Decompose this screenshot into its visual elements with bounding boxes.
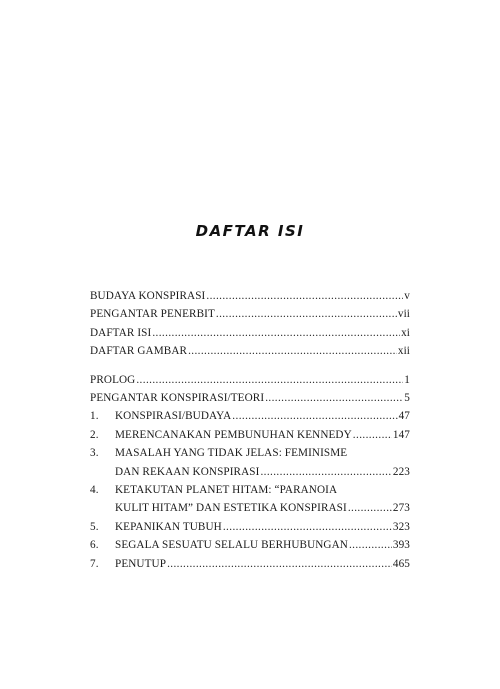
toc-entry-front-1[interactable] [90, 287, 410, 305]
dot-leader [353, 426, 392, 444]
dot-leader [260, 463, 391, 481]
toc-entry-title: PENGANTAR KONSPIRASI/TEORI [90, 392, 265, 405]
toc-entry-title-continued: DAN REKAAN KONSPIRASI [115, 465, 260, 478]
dot-leader [136, 371, 403, 389]
toc-page-number: vii [397, 308, 410, 321]
page-title: DAFTAR ISI [195, 222, 305, 240]
toc-page-number: xi [401, 326, 410, 339]
toc-chapter-7[interactable] [90, 555, 410, 573]
toc-page-number: 1 [404, 373, 410, 386]
toc-chapter-4-continued[interactable] [90, 499, 410, 517]
toc-entry-title: DAFTAR ISI [90, 326, 152, 339]
dot-leader [206, 287, 403, 305]
dot-leader [216, 305, 397, 323]
toc-chapter-3[interactable] [90, 444, 410, 462]
dot-leader [152, 324, 400, 342]
toc-entry-title-continued: KULIT HITAM” DAN ESTETIKA KONSPIRASI [115, 502, 347, 515]
toc-page-number: 465 [392, 557, 410, 570]
toc-entry-prolog[interactable] [90, 371, 410, 389]
toc-page-number: 393 [392, 539, 410, 552]
toc-chapter-5[interactable] [90, 518, 410, 536]
toc-entry-title: PROLOG [90, 373, 136, 386]
toc-page-number: 147 [392, 428, 410, 441]
toc-chapter-6[interactable] [90, 536, 410, 554]
toc-entry-front-4[interactable] [90, 342, 410, 360]
toc-entry-title: MASALAH YANG TIDAK JELAS: FEMINISME [115, 447, 348, 460]
toc-entry-title: PENUTUP [115, 557, 167, 570]
toc-entry-title: DAFTAR GAMBAR [90, 345, 188, 358]
chapter-number: 3. [90, 447, 99, 460]
dot-leader [349, 536, 392, 554]
chapter-number: 7. [90, 557, 99, 570]
dot-leader [232, 407, 397, 425]
toc-page-number: 47 [398, 410, 410, 423]
toc-entry-title: KONSPIRASI/BUDAYA [115, 410, 232, 423]
toc-chapter-3-continued[interactable] [90, 463, 410, 481]
toc-chapter-1[interactable] [90, 407, 410, 425]
toc-page-number: xii [397, 345, 410, 358]
chapter-number: 6. [90, 539, 99, 552]
toc-entry-front-2[interactable] [90, 305, 410, 323]
dot-leader [167, 555, 392, 573]
toc-entry-title: BUDAYA KONSPIRASI [90, 290, 206, 302]
toc-entry-title: MERENCANAKAN PEMBUNUHAN KENNEDY [115, 428, 352, 441]
toc-chapter-4[interactable] [90, 481, 410, 499]
toc-entry-title: KETAKUTAN PLANET HITAM: “PARANOIA [115, 484, 338, 497]
toc-page-number: v [404, 290, 410, 302]
dot-leader [265, 389, 403, 407]
dot-leader [188, 342, 397, 360]
dot-leader [348, 499, 392, 517]
toc-entry-title: SEGALA SESUATU SELALU BERHUBUNGAN [115, 539, 348, 552]
toc-entry-front-3[interactable] [90, 324, 410, 342]
section-gap [90, 361, 410, 371]
dot-leader [223, 518, 392, 536]
toc-entry-title: PENGANTAR PENERBIT [90, 308, 215, 321]
toc-page-number: 323 [392, 520, 410, 533]
table-of-contents [90, 287, 410, 573]
toc-page-number: 273 [392, 502, 410, 515]
chapter-number: 2. [90, 428, 99, 441]
toc-page-number: 5 [404, 392, 410, 405]
toc-entry-title: KEPANIKAN TUBUH [115, 520, 222, 533]
toc-entry-pengantar[interactable] [90, 389, 410, 407]
toc-page-number: 223 [392, 465, 410, 478]
chapter-number: 1. [90, 410, 99, 423]
chapter-number: 5. [90, 520, 99, 533]
chapter-number: 4. [90, 484, 99, 497]
toc-chapter-2[interactable] [90, 426, 410, 444]
